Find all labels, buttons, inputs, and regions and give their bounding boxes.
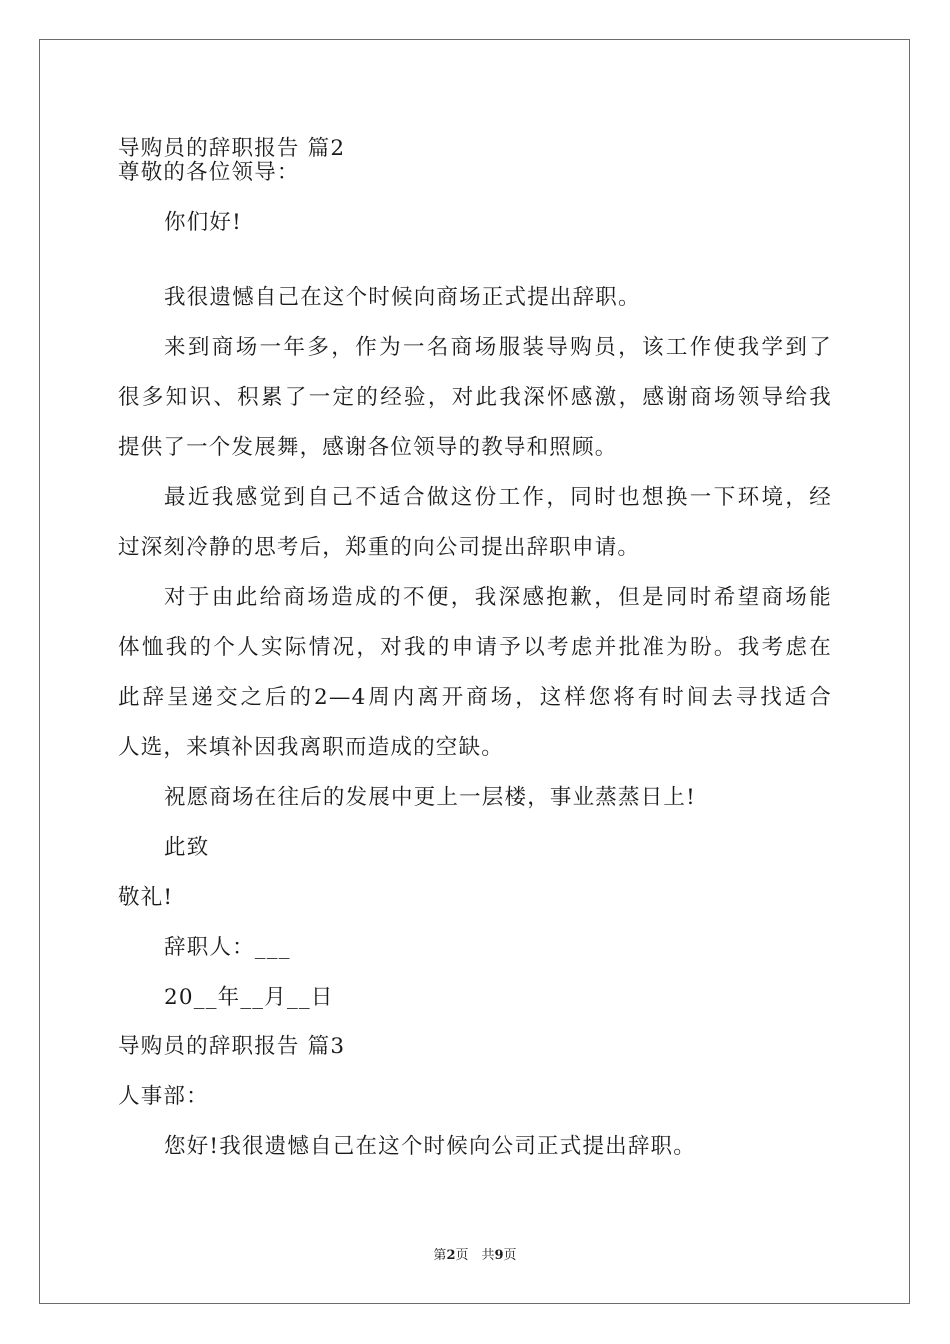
paragraph-line: 来到商场一年多，作为一名商场服装导购员，该工作使我学到了 xyxy=(164,335,832,360)
paragraph-line: 人选，来填补因我离职而造成的空缺。 xyxy=(118,735,504,760)
page-footer xyxy=(0,1247,950,1265)
footer-prefix: 第 xyxy=(433,1248,447,1263)
footer-suffix: 页 xyxy=(503,1248,517,1263)
footer-current-page: 2 xyxy=(446,1248,456,1263)
paragraph-line: 最近我感觉到自己不适合做这份工作，同时也想换一下环境，经 xyxy=(164,485,832,510)
section-heading-3: 导购员的辞职报告 篇3 xyxy=(118,1034,346,1059)
paragraph-line: 提供了一个发展舞，感谢各位领导的教导和照顾。 xyxy=(118,435,618,460)
greeting: 你们好! xyxy=(164,210,242,235)
signature-line: 辞职人：___ xyxy=(164,935,291,960)
paragraph-line: 我很遗憾自己在这个时候向商场正式提出辞职。 xyxy=(164,285,641,310)
closing-salute: 敬礼! xyxy=(118,885,174,910)
footer-middle: 页 共 xyxy=(455,1248,495,1263)
paragraph-line: 体恤我的个人实际情况，对我的申请予以考虑并批准为盼。我考虑在 xyxy=(118,635,832,660)
paragraph-line: 您好!我很遗憾自己在这个时候向公司正式提出辞职。 xyxy=(164,1134,696,1159)
paragraph-line: 过深刻冷静的思考后，郑重的向公司提出辞职申请。 xyxy=(118,535,641,560)
paragraph-line: 很多知识、积累了一定的经验，对此我深怀感激，感谢商场领导给我 xyxy=(118,385,832,410)
footer-total-pages: 9 xyxy=(494,1248,504,1263)
closing-phrase: 此致 xyxy=(164,835,210,860)
paragraph-line: 祝愿商场在往后的发展中更上一层楼，事业蒸蒸日上! xyxy=(164,785,696,810)
section-heading-2: 导购员的辞职报告 篇2 xyxy=(118,136,346,161)
paragraph-line: 此辞呈递交之后的2—4周内离开商场，这样您将有时间去寻找适合 xyxy=(118,685,832,710)
recipient: 人事部： xyxy=(118,1084,209,1109)
paragraph-line: 对于由此给商场造成的不便，我深感抱歉，但是同时希望商场能 xyxy=(164,585,832,610)
date-line: 20__年__月__日 xyxy=(164,985,334,1010)
salutation: 尊敬的各位领导： xyxy=(118,160,300,185)
